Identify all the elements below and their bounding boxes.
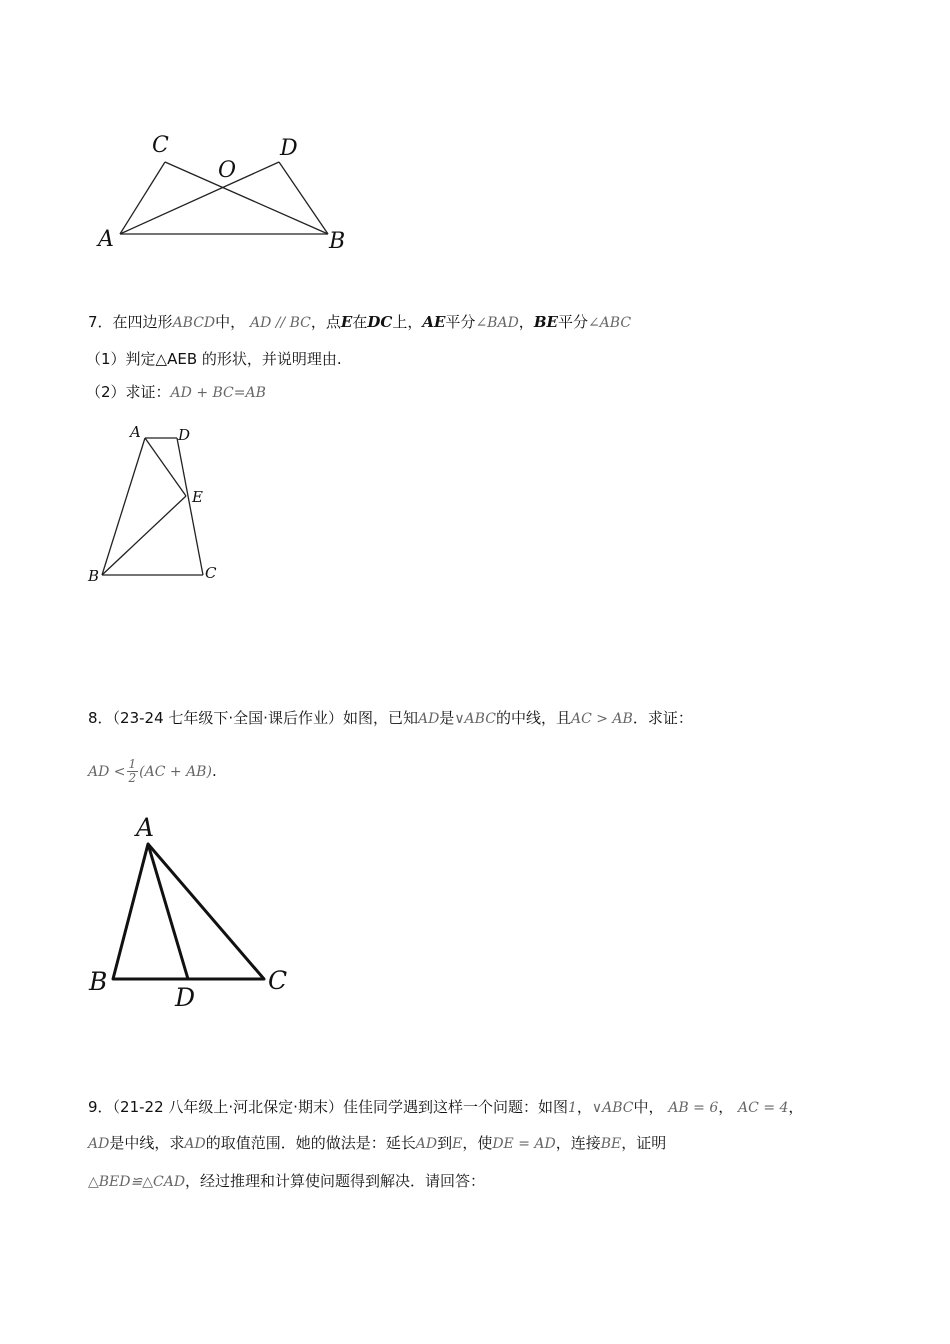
label-B: B bbox=[89, 967, 108, 996]
label-C: C bbox=[152, 133, 169, 158]
q8-inequality: AD < $\frac{1}{2}$ (AC + AB). bbox=[88, 757, 217, 785]
fraction-half: $\frac{1}{2}$ bbox=[128, 757, 137, 785]
label-A: A bbox=[130, 423, 141, 441]
q8-stem: 8．（23-24 七年级下·全国·课后作业）如图，已知AD是∨ABC的中线，且AC > AB．求证： bbox=[88, 709, 693, 727]
label-A: A bbox=[98, 227, 114, 252]
q7-part2: （2）求证：AD + BC=AB bbox=[86, 383, 266, 401]
q9-line2: AD是中线，求AD的取值范围．她的做法是：延长AD到E，使DE = AD，连接BE，证明 bbox=[88, 1134, 667, 1152]
q9-line1: 9．（21-22 八年级上·河北保定·期末）佳佳同学遇到这样一个问题：如图1，∨ABC中， AB = 6， AC = 4， bbox=[88, 1098, 804, 1116]
label-D: D bbox=[175, 983, 196, 1012]
figure-3-triangle-median bbox=[85, 812, 300, 1012]
q9-line3: △BED≌△CAD，经过推理和计算使问题得到解决．请回答： bbox=[88, 1172, 486, 1190]
figure-1-triangles bbox=[90, 125, 360, 260]
q7-stem: 7．在四边形ABCD中， AD // BC，点E在DC上，AE平分∠BAD，BE平分∠ABC bbox=[88, 313, 632, 331]
label-O: O bbox=[218, 158, 237, 183]
label-D: D bbox=[280, 136, 298, 161]
label-C: C bbox=[268, 966, 288, 995]
figure-2-quadrilateral bbox=[85, 418, 225, 588]
label-B: B bbox=[329, 229, 346, 254]
label-C: C bbox=[205, 564, 217, 582]
label-B: B bbox=[88, 567, 100, 585]
label-D: D bbox=[178, 426, 191, 444]
q7-part1: （1）判定△AEB 的形状，并说明理由. bbox=[86, 350, 342, 368]
label-A: A bbox=[136, 813, 155, 842]
label-E: E bbox=[192, 488, 203, 506]
